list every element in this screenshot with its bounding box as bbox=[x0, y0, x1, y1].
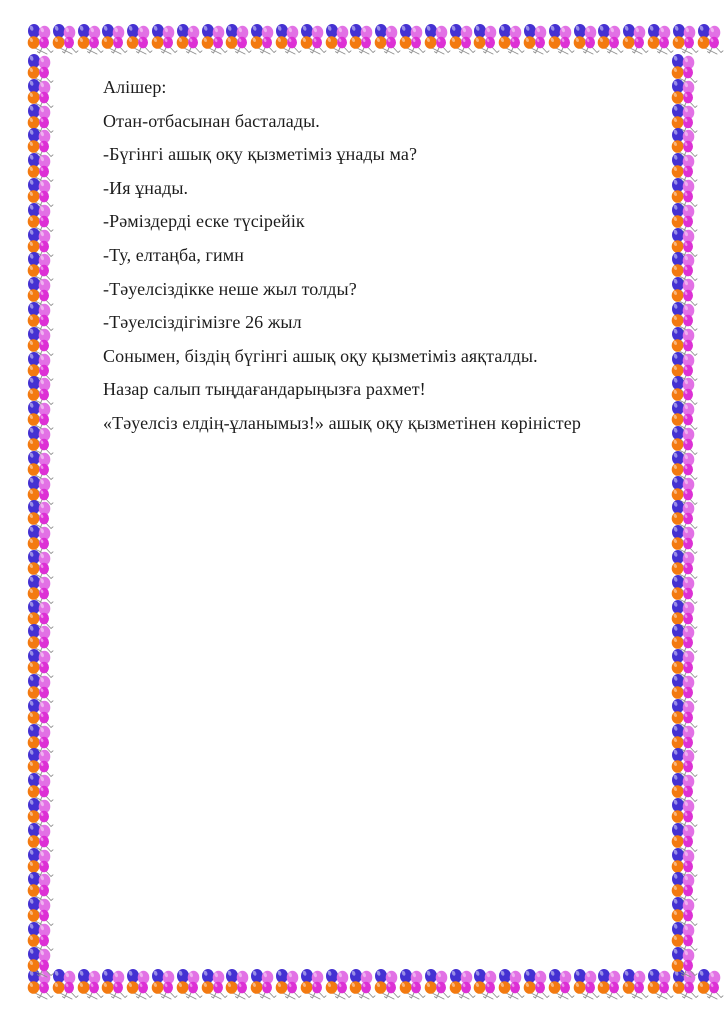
balloons-icon bbox=[670, 723, 700, 755]
balloons-icon bbox=[26, 772, 56, 804]
balloons-icon bbox=[670, 450, 700, 482]
balloons-icon bbox=[26, 623, 56, 655]
balloons-icon bbox=[26, 375, 56, 407]
balloons-icon bbox=[26, 276, 56, 308]
balloons-icon bbox=[26, 152, 56, 184]
balloons-icon bbox=[670, 946, 700, 978]
balloons-icon bbox=[299, 968, 329, 1000]
balloons-icon bbox=[26, 425, 56, 457]
balloons-icon bbox=[26, 450, 56, 482]
balloons-icon bbox=[26, 524, 56, 556]
balloons-icon bbox=[26, 103, 56, 135]
paragraph: Назар салып тыңдағандарыңызға рахмет! bbox=[103, 379, 426, 400]
paragraph: Сонымен, біздің бүгінгі ашық оқу қызметіміз аяқталды. bbox=[103, 345, 538, 366]
balloons-icon bbox=[596, 968, 626, 1000]
balloons-icon bbox=[26, 251, 56, 283]
balloons-icon bbox=[423, 23, 453, 55]
balloons-icon bbox=[348, 968, 378, 1000]
balloons-icon bbox=[497, 23, 527, 55]
balloons-icon bbox=[26, 946, 56, 978]
balloons-icon bbox=[26, 797, 56, 829]
balloons-icon bbox=[646, 23, 676, 55]
balloons-icon bbox=[26, 351, 56, 383]
balloons-icon bbox=[670, 772, 700, 804]
balloons-icon bbox=[670, 797, 700, 829]
balloons-icon bbox=[670, 648, 700, 680]
balloons-icon bbox=[26, 326, 56, 358]
balloons-icon bbox=[670, 673, 700, 705]
balloons-icon bbox=[348, 23, 378, 55]
balloons-icon bbox=[497, 968, 527, 1000]
balloons-icon bbox=[150, 23, 180, 55]
balloons-icon bbox=[670, 499, 700, 531]
balloons-icon bbox=[522, 23, 552, 55]
balloons-icon bbox=[671, 23, 701, 55]
balloons-icon bbox=[274, 968, 304, 1000]
balloons-icon bbox=[670, 871, 700, 903]
balloons-icon bbox=[51, 23, 81, 55]
balloons-icon bbox=[572, 968, 602, 1000]
paragraph: -Ия ұнады. bbox=[103, 177, 189, 198]
balloons-icon bbox=[26, 921, 56, 953]
balloons-icon bbox=[76, 23, 106, 55]
paragraph: -Тәуелсіздікке неше жыл толды? bbox=[103, 278, 357, 299]
balloons-icon bbox=[696, 23, 724, 55]
balloons-icon bbox=[26, 968, 56, 1000]
balloons-icon bbox=[26, 747, 56, 779]
balloons-icon bbox=[26, 847, 56, 879]
balloons-icon bbox=[249, 23, 279, 55]
balloons-icon bbox=[125, 968, 155, 1000]
balloons-icon bbox=[324, 23, 354, 55]
balloons-icon bbox=[224, 23, 254, 55]
balloons-icon bbox=[373, 968, 403, 1000]
balloons-icon bbox=[670, 549, 700, 581]
balloons-icon bbox=[522, 968, 552, 1000]
balloons-icon bbox=[274, 23, 304, 55]
balloons-icon bbox=[472, 968, 502, 1000]
balloons-icon bbox=[299, 23, 329, 55]
balloons-icon bbox=[26, 549, 56, 581]
balloons-icon bbox=[26, 202, 56, 234]
paragraph: «Тәуелсіз елдің-ұланымыз!» ашық оқу қызметінен көріністер bbox=[103, 412, 581, 433]
balloons-icon bbox=[125, 23, 155, 55]
paragraph: Алішер: bbox=[103, 77, 167, 97]
balloons-icon bbox=[670, 822, 700, 854]
paragraph: -Рәміздерді еске түсірейік bbox=[103, 211, 305, 232]
balloons-icon bbox=[671, 968, 701, 1000]
balloons-icon bbox=[621, 23, 651, 55]
balloons-icon bbox=[26, 227, 56, 259]
paragraph: -Тәуелсіздігімізге 26 жыл bbox=[103, 312, 302, 333]
document-text bbox=[103, 71, 678, 441]
balloons-icon bbox=[51, 968, 81, 1000]
balloons-icon bbox=[26, 127, 56, 159]
balloons-icon bbox=[26, 822, 56, 854]
balloons-icon bbox=[670, 475, 700, 507]
paragraph: Отан-отбасынан басталады. bbox=[103, 110, 320, 131]
balloons-icon bbox=[175, 968, 205, 1000]
balloons-icon bbox=[26, 301, 56, 333]
balloons-icon bbox=[670, 524, 700, 556]
balloons-icon bbox=[26, 896, 56, 928]
balloons-icon bbox=[76, 968, 106, 1000]
balloons-icon bbox=[448, 23, 478, 55]
balloons-icon bbox=[670, 747, 700, 779]
balloons-icon bbox=[100, 968, 130, 1000]
balloons-icon bbox=[324, 968, 354, 1000]
balloons-icon bbox=[448, 968, 478, 1000]
balloons-icon bbox=[398, 23, 428, 55]
balloons-icon bbox=[249, 968, 279, 1000]
balloons-icon bbox=[547, 23, 577, 55]
balloons-icon bbox=[26, 400, 56, 432]
balloons-icon bbox=[200, 23, 230, 55]
balloons-icon bbox=[26, 871, 56, 903]
balloons-icon bbox=[696, 968, 724, 1000]
balloons-icon bbox=[547, 968, 577, 1000]
balloons-icon bbox=[423, 968, 453, 1000]
balloons-icon bbox=[670, 574, 700, 606]
balloons-icon bbox=[472, 23, 502, 55]
balloons-icon bbox=[398, 968, 428, 1000]
balloons-icon bbox=[26, 698, 56, 730]
balloons-icon bbox=[26, 78, 56, 110]
balloons-icon bbox=[26, 499, 56, 531]
balloons-icon bbox=[26, 723, 56, 755]
balloons-icon bbox=[596, 23, 626, 55]
balloons-icon bbox=[646, 968, 676, 1000]
balloons-icon bbox=[26, 23, 56, 55]
paragraph: -Ту, елтаңба, гимн bbox=[103, 244, 244, 265]
paragraph: -Бүгінгі ашық оқу қызметіміз ұнады ма? bbox=[103, 144, 418, 165]
balloons-icon bbox=[572, 23, 602, 55]
balloons-icon bbox=[200, 968, 230, 1000]
balloons-icon bbox=[26, 177, 56, 209]
balloons-icon bbox=[26, 599, 56, 631]
balloons-icon bbox=[175, 23, 205, 55]
balloons-icon bbox=[373, 23, 403, 55]
balloons-icon bbox=[670, 698, 700, 730]
balloons-icon bbox=[224, 968, 254, 1000]
balloons-icon bbox=[670, 847, 700, 879]
balloons-icon bbox=[670, 623, 700, 655]
balloons-icon bbox=[26, 574, 56, 606]
balloons-icon bbox=[26, 475, 56, 507]
balloons-icon bbox=[670, 921, 700, 953]
balloons-icon bbox=[670, 599, 700, 631]
balloons-icon bbox=[150, 968, 180, 1000]
balloons-icon bbox=[100, 23, 130, 55]
balloons-icon bbox=[26, 673, 56, 705]
balloons-icon bbox=[26, 648, 56, 680]
balloons-icon bbox=[670, 896, 700, 928]
balloons-icon bbox=[621, 968, 651, 1000]
balloons-icon bbox=[26, 53, 56, 85]
